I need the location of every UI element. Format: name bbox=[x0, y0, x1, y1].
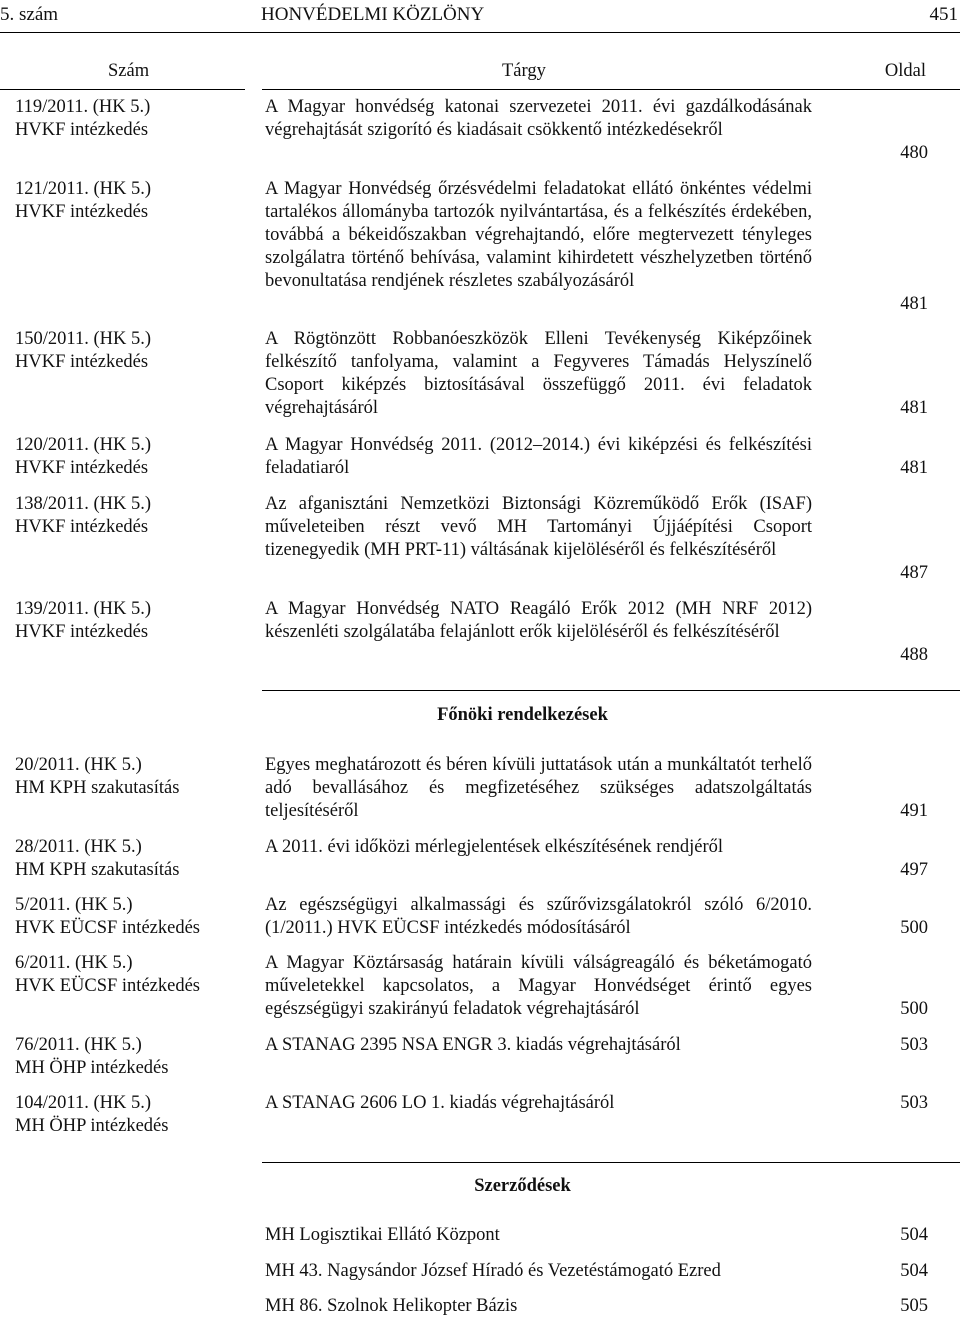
entry-number: 20/2011. (HK 5.) HM KPH szakutasítás bbox=[15, 755, 180, 798]
entry-number: 120/2011. (HK 5.) HVKF intézkedés bbox=[15, 435, 151, 478]
entry-page: 503 bbox=[900, 1035, 928, 1055]
entry-subject: Az egészségügyi alkalmassági és szűrővizsgálatokról szóló 6/2010. (1/2011.) HVK EÜCSF intézkedés módosításáról bbox=[265, 895, 812, 938]
entry-page: 488 bbox=[900, 645, 928, 665]
column-header-subject: Tárgy bbox=[502, 61, 546, 81]
publication-title: HONVÉDELMI KÖZLÖNY bbox=[261, 4, 485, 25]
running-head bbox=[0, 2, 960, 33]
header-rule-left bbox=[0, 89, 245, 90]
section-divider bbox=[262, 1162, 960, 1163]
entry-number: 121/2011. (HK 5.) HVKF intézkedés bbox=[15, 179, 151, 222]
entry-subject: A Magyar Honvédség 2011. (2012–2014.) évi kiképzési és felkészítési feladatiaról bbox=[265, 435, 812, 478]
entry-number: 6/2011. (HK 5.) HVK EÜCSF intézkedés bbox=[15, 953, 200, 996]
entry-subject: A Rögtönzött Robbanóeszközök Elleni Tevékenység Kiképzőinek felkészítő tanfolyama, valamint a Fegyveres Támadás Helyszínelő Csoport kiképzés biztosításával összefüggő 2011. évi feladatok végrehajtásáról bbox=[265, 329, 812, 418]
entry-number: 76/2011. (HK 5.) MH ÖHP intézkedés bbox=[15, 1035, 169, 1078]
entry-page: 487 bbox=[900, 563, 928, 583]
entry-subject: Egyes meghatározott és béren kívüli juttatások után a munkáltatót terhelő adó bevallásához és megfizetéséhez szükséges adatszolgáltatás teljesítéséről bbox=[265, 755, 812, 821]
entry-subject: MH Logisztikai Ellátó Központ bbox=[265, 1225, 500, 1245]
section-title-szerzodesek: Szerződések bbox=[474, 1176, 571, 1196]
entry-page: 504 bbox=[900, 1261, 928, 1281]
entry-page: 480 bbox=[900, 143, 928, 163]
entry-page: 481 bbox=[900, 458, 928, 478]
entry-subject: A STANAG 2606 LO 1. kiadás végrehajtásáról bbox=[265, 1093, 615, 1113]
entry-page: 497 bbox=[900, 860, 928, 880]
entry-page: 491 bbox=[900, 801, 928, 821]
entry-page: 504 bbox=[900, 1225, 928, 1245]
section-divider bbox=[262, 690, 960, 691]
entry-page: 500 bbox=[900, 999, 928, 1019]
entry-number: 138/2011. (HK 5.) HVKF intézkedés bbox=[15, 494, 151, 537]
entry-subject: A Magyar honvédség katonai szervezetei 2011. évi gazdálkodásának végrehajtását szigorító és kiadásait csökkentő intézkedésekről bbox=[265, 97, 812, 140]
entry-page: 500 bbox=[900, 918, 928, 938]
column-headers bbox=[0, 61, 960, 87]
entry-subject: A 2011. évi időközi mérlegjelentések elkészítésének rendjéről bbox=[265, 837, 724, 857]
column-header-number: Szám bbox=[108, 61, 150, 81]
entry-number: 139/2011. (HK 5.) HVKF intézkedés bbox=[15, 599, 151, 642]
entry-page: 505 bbox=[900, 1296, 928, 1316]
entry-number: 104/2011. (HK 5.) MH ÖHP intézkedés bbox=[15, 1093, 169, 1136]
entry-number: 119/2011. (HK 5.) HVKF intézkedés bbox=[15, 97, 151, 140]
entry-page: 503 bbox=[900, 1093, 928, 1113]
entry-number: 28/2011. (HK 5.) HM KPH szakutasítás bbox=[15, 837, 180, 880]
entry-number: 5/2011. (HK 5.) HVK EÜCSF intézkedés bbox=[15, 895, 200, 938]
issue-number: 5. szám bbox=[0, 4, 59, 25]
entry-subject: A Magyar Köztársaság határain kívüli válságreagáló és béketámogató műveletekkel kapcsolatos, a Magyar Honvédséget érintő egyes egészségügyi szakirányú feladatok végrehajtásáról bbox=[265, 953, 812, 1019]
column-header-page: Oldal bbox=[884, 61, 926, 81]
entry-subject: MH 86. Szolnok Helikopter Bázis bbox=[265, 1296, 518, 1316]
entry-number: 150/2011. (HK 5.) HVKF intézkedés bbox=[15, 329, 151, 372]
entry-subject: A STANAG 2395 NSA ENGR 3. kiadás végrehajtásáról bbox=[265, 1035, 681, 1055]
page-number: 451 bbox=[929, 4, 958, 25]
section-title-fonoki: Főnöki rendelkezések bbox=[437, 705, 608, 725]
entry-subject: A Magyar Honvédség őrzésvédelmi feladatokat ellátó önkéntes védelmi tartalékos állományba tartozók nyilvántartása, és a felkészítés érdekében, továbbá a békeidőszakban végrehajtandó, előre megtervezett tényleges szolgálatra történő behívása, valamint kihirdetett vészhelyzetben történő bevonultatása rendjének részletes szabályozásáról bbox=[265, 179, 812, 291]
entry-page: 481 bbox=[900, 294, 928, 314]
header-rule-right bbox=[262, 89, 960, 90]
entry-page: 481 bbox=[900, 398, 928, 418]
entry-subject: A Magyar Honvédség NATO Reagáló Erők 2012 (MH NRF 2012) készenléti szolgálatába felajánlott erők kijelöléséről és felkészítéséről bbox=[265, 599, 812, 642]
entry-subject: MH 43. Nagysándor József Híradó és Vezetéstámogató Ezred bbox=[265, 1261, 721, 1281]
entry-subject: Az afganisztáni Nemzetközi Biztonsági Közreműködő Erők (ISAF) műveleteiben részt vevő MH Tartományi Újjáépítési Csoport tizenegyedik (MH PRT-11) váltásának kijelöléséről és felkészítéséről bbox=[265, 494, 812, 560]
